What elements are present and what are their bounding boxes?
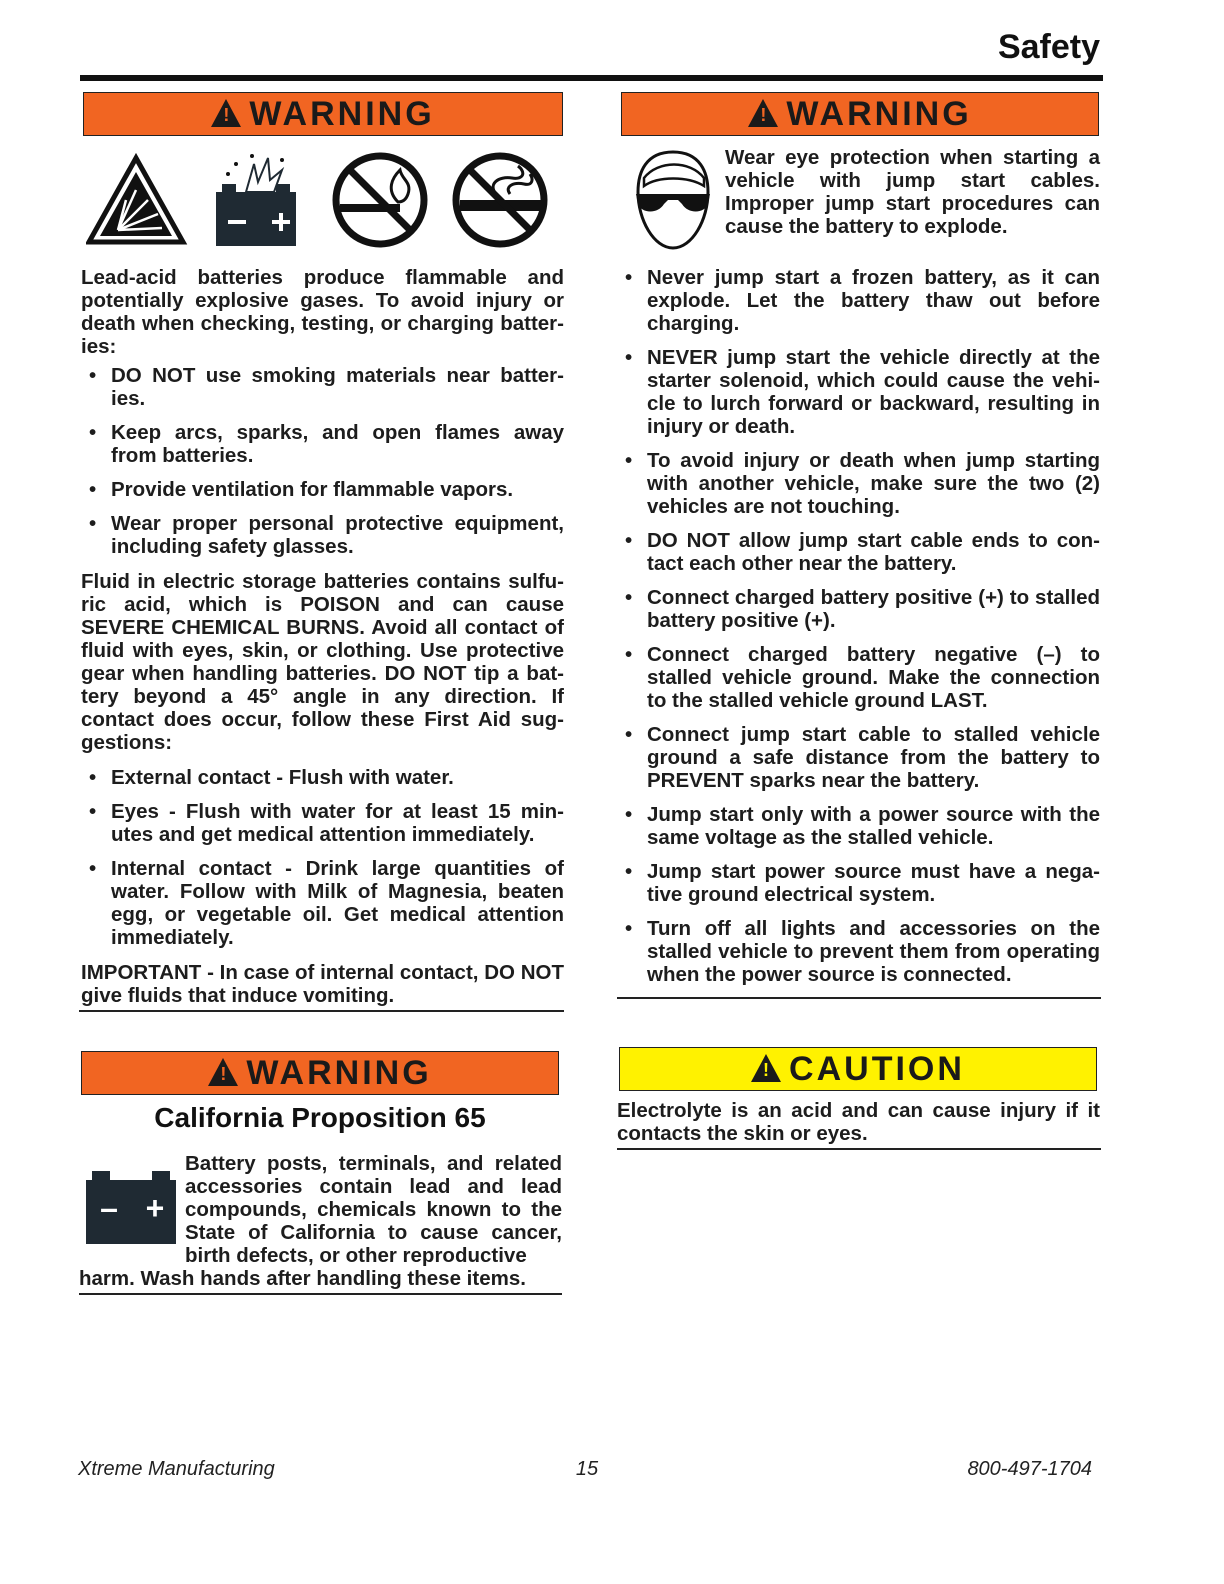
prop65-text-tail: harm. Wash hands after handling these items.: [79, 1267, 526, 1290]
prop65-heading: California Proposition 65: [154, 1102, 486, 1133]
electrolyte-caution-text: Electrolyte is an acid and can cause injury if it contacts the skin or eyes.: [617, 1099, 1100, 1145]
exploding-battery-icon: [216, 154, 296, 246]
list-item: • Internal contact - Drink large quantities of water. Follow with Milk of Magnesia, beaten egg, or vegetable oil. Get medical attention immediately.: [81, 857, 564, 949]
battery-icon: [86, 1180, 176, 1244]
sulfuric-acid-paragraph: Fluid in electric storage batteries contains sulfu-ric acid, which is POISON and can cause SEVERE CHEMICAL BURNS. Avoid all contact of fluid with eyes, skin, or clothing. Use protective gear when handling batteries. DO NOT tip a bat-tery beyond a 45° angle in any direction. If contact does occur, follow these First Aid sug-gestions:: [81, 570, 564, 754]
caution-triangle-icon: [751, 1054, 781, 1082]
list-item: • Connect charged battery negative (–) to stalled vehicle ground. Make the connection to the stalled vehicle ground LAST.: [617, 643, 1100, 712]
important-note: IMPORTANT - In case of internal contact, DO NOT give fluids that induce vomiting.: [81, 961, 564, 1007]
list-item: • NEVER jump start the vehicle directly at the starter solenoid, which could cause the vehi-cle to lurch forward or backward, resulting in injury or death.: [617, 346, 1100, 438]
jump-start-precautions-list: [617, 266, 1100, 997]
section-divider: [79, 1010, 564, 1012]
banner-label: WARNING: [246, 1053, 432, 1092]
footer-phone: 800-497-1704: [967, 1458, 1092, 1480]
no-smoking-icon: [456, 156, 544, 244]
banner-label: CAUTION: [789, 1049, 965, 1088]
battery-gas-intro: Lead-acid batteries produce flammable and potentially explosive gases. To avoid injury or death when checking, testing, or charging batter-ies:: [81, 266, 564, 358]
prop65-text: Battery posts, terminals, and related accessories contain lead and lead compounds, chemicals known to the State of California to cause cancer, birth defects, or other reproductive: [185, 1152, 562, 1267]
list-item: • Connect charged battery positive (+) to stalled battery positive (+).: [617, 586, 1100, 632]
first-aid-list: [81, 766, 564, 960]
warning-triangle-icon: [211, 99, 241, 127]
list-item: • Connect jump start cable to stalled vehicle ground a safe distance from the battery to PREVENT sparks near the battery.: [617, 723, 1100, 792]
caution-banner: [619, 1047, 1097, 1091]
battery-minus-sign: –: [100, 1190, 118, 1226]
explosion-hazard-icon: [89, 158, 183, 242]
list-item: • DO NOT allow jump start cable ends to con-tact each other near the battery.: [617, 529, 1100, 575]
battery-terminal: [92, 1171, 110, 1181]
list-item: • Jump start only with a power source with the same voltage as the stalled vehicle.: [617, 803, 1100, 849]
list-item: • To avoid injury or death when jump starting with another vehicle, make sure the two (2) vehicles are not touching.: [617, 449, 1100, 518]
banner-label: WARNING: [249, 94, 435, 133]
warning-banner-jump-start: [621, 92, 1099, 136]
warning-banner-batteries: [83, 92, 563, 136]
list-item: • Wear proper personal protective equipment, including safety glasses.: [81, 512, 564, 558]
battery-plus-sign: +: [145, 1190, 165, 1226]
section-divider: [617, 1148, 1101, 1150]
warning-triangle-icon: [748, 99, 778, 127]
list-item: • Provide ventilation for flammable vapors.: [81, 478, 564, 501]
footer-page-number: 15: [575, 1458, 599, 1480]
warning-banner-prop65: [81, 1051, 559, 1095]
list-item: • DO NOT use smoking materials near batter-ies.: [81, 364, 564, 410]
warning-triangle-icon: [208, 1058, 238, 1086]
list-item: • Turn off all lights and accessories on the stalled vehicle to prevent them from operating when the power source is connected.: [617, 917, 1100, 986]
section-divider: [79, 1293, 562, 1295]
header-rule: [80, 75, 1103, 81]
list-item: • Jump start power source must have a nega-tive ground electrical system.: [617, 860, 1100, 906]
list-item: • Eyes - Flush with water for at least 15 min-utes and get medical attention immediately.: [81, 800, 564, 846]
list-item: • Keep arcs, sparks, and open flames away from batteries.: [81, 421, 564, 467]
footer-company: Xtreme Manufacturing: [78, 1458, 275, 1480]
section-divider: [617, 997, 1101, 999]
battery-hazard-pictograms: [86, 150, 556, 250]
no-open-flame-icon: [336, 156, 424, 244]
list-item: • External contact - Flush with water.: [81, 766, 564, 789]
battery-terminal: [152, 1171, 170, 1181]
eye-protection-icon: [632, 148, 714, 252]
banner-label: WARNING: [786, 94, 972, 133]
smoking-precautions-list: [81, 364, 564, 569]
eye-protection-text: Wear eye protection when starting a vehicle with jump start cables. Improper jump start procedures can cause the battery to explode.: [725, 146, 1100, 238]
page-title: Safety: [997, 28, 1100, 66]
list-item: • Never jump start a frozen battery, as it can explode. Let the battery thaw out before charging.: [617, 266, 1100, 335]
